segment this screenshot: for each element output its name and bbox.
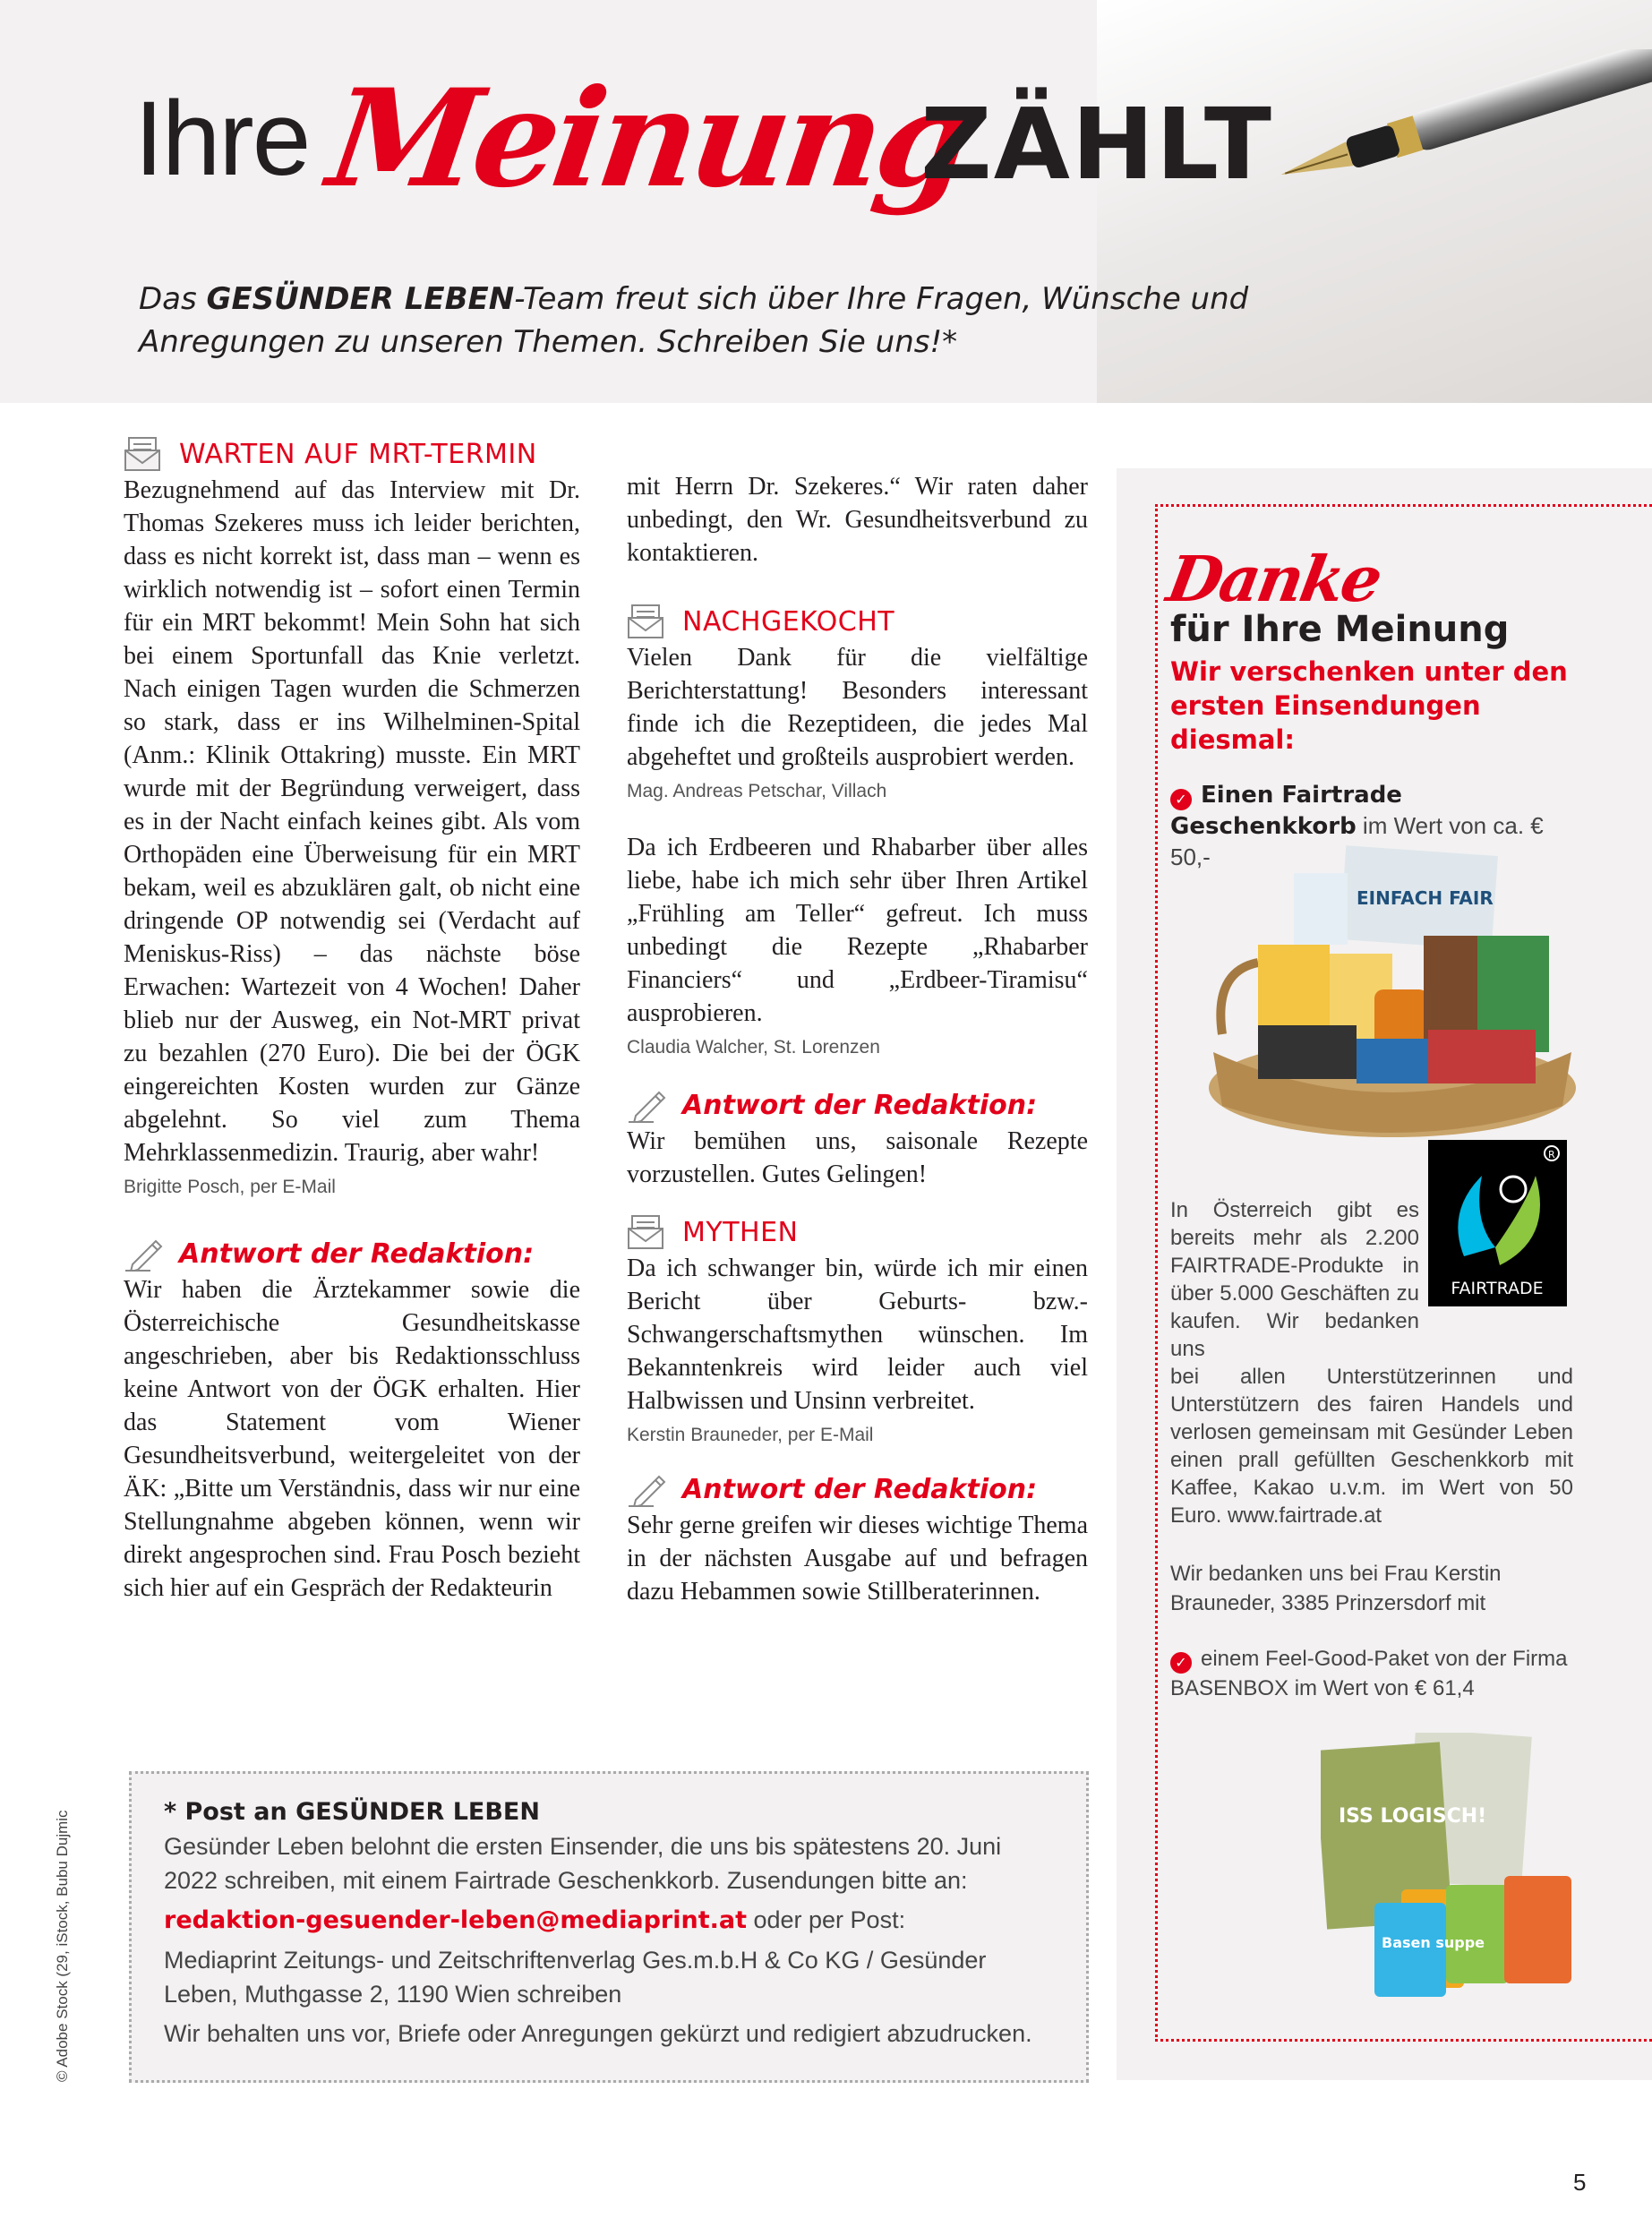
post-note: Wir behalten uns vor, Briefe oder Anregungen gekürzt und redigiert abzudrucken. bbox=[164, 2020, 1032, 2047]
prize-2 bbox=[1170, 1644, 1578, 1703]
answer2-text: Wir bemühen uns, saisonale Rezepte vorzustellen. Gutes Gelingen! bbox=[627, 1127, 1088, 1188]
nachgekocht-signature-2: Claudia Walcher, St. Lorenzen bbox=[627, 1037, 880, 1058]
title-meinung: Meinung bbox=[320, 60, 977, 218]
section-heading-mythen bbox=[627, 1214, 1088, 1250]
fairtrade-logo-text: FAIRTRADE bbox=[1451, 1279, 1544, 1298]
prize-1-name: Einen Fairtrade Geschenkkorb bbox=[1170, 782, 1402, 840]
svg-text:R: R bbox=[1548, 1149, 1555, 1160]
envelope-icon bbox=[627, 1214, 670, 1250]
check-icon: ✓ bbox=[1170, 789, 1192, 810]
fairtrade-text bbox=[1170, 1196, 1573, 1529]
sub-post: -Team freut sich über Ihre Fragen, Wünsche und Anregungen zu unseren Themen. Schreiben Sie uns!* bbox=[139, 281, 1249, 360]
section-heading-answer2 bbox=[627, 1087, 1088, 1123]
section-heading-answer3 bbox=[627, 1471, 1088, 1507]
header-band bbox=[0, 0, 1652, 403]
answer2-heading: Antwort der Redaktion: bbox=[682, 1089, 1038, 1121]
post-address: Mediaprint Zeitungs- und Zeitschriftenverlag Ges.m.b.H & Co KG / Gesünder Leben, Muthgasse 2, 1190 Wien schreiben bbox=[164, 1947, 987, 2008]
post-contact bbox=[164, 1903, 1059, 1938]
email-link[interactable]: redaktion-gesuender-leben@mediaprint.at bbox=[164, 1906, 747, 1934]
answer3-heading: Antwort der Redaktion: bbox=[682, 1473, 1038, 1505]
page-number: 5 bbox=[1573, 2169, 1587, 2196]
gift-basket-image bbox=[1204, 837, 1580, 1142]
nachgekocht-heading: NACHGEKOCHT bbox=[682, 605, 895, 638]
intro-subline bbox=[139, 278, 1258, 364]
pen-icon bbox=[627, 1471, 670, 1507]
section-heading-nachgekocht bbox=[627, 604, 1088, 639]
soup-label: Basen suppe bbox=[1382, 1934, 1485, 1951]
nachgekocht-text-2: Da ich Erdbeeren und Rhabarber über alles liebe, habe ich mich sehr über Ihren Artikel „Frühling am Teller“ gefreut. Ich muss unbedingt die Rezepte „Rhabarber Financiers“ und „Erdbeer-Tiramisu“ ausprobieren. bbox=[627, 834, 1088, 1027]
answer1-text: Wir haben die Ärztekammer sowie die Österreichische Gesundheitskasse angeschrieben, aber bis Redaktionsschluss keine Antwort von der ÖGK erhalten. Hier das Statement vom Wiener Gesundheitsverbund, weitergeleitet von der ÄK: „Bitte um Verständnis, dass wir nur eine Stellungnahme abgeben können, wenn wir direkt angesprochen sind. Frau Posch bezieht sich hier auf ein Gespräch der Redakteurin bbox=[124, 1276, 580, 1602]
danke-heading: Danke bbox=[1161, 542, 1386, 616]
nachgekocht-text-1: Vielen Dank für die vielfältige Berichterstattung! Besonders interessant finde ich die Rezeptideen, die jedes Mal abgeheftet und großteils ausprobiert werden. bbox=[627, 644, 1088, 771]
answer1-text-continued: mit Herrn Dr. Szekeres.“ Wir raten daher unbedingt, den Wr. Gesundheitsverbund zu kontaktieren. bbox=[627, 473, 1088, 567]
pen-icon bbox=[627, 1087, 670, 1123]
post-info-box bbox=[129, 1771, 1089, 2083]
envelope-icon bbox=[627, 604, 670, 639]
giveaway-text: Wir verschenken unter den ersten Einsendungen diesmal: bbox=[1170, 656, 1568, 755]
pen-icon bbox=[124, 1236, 167, 1272]
mythen-signature: Kerstin Brauneder, per E-Mail bbox=[627, 1425, 874, 1445]
basket-text: EINFACH FAIR bbox=[1357, 887, 1494, 909]
book-title: ISS LOGISCH! bbox=[1339, 1805, 1487, 1828]
envelope-icon bbox=[124, 436, 167, 472]
basenbox-products-image bbox=[1321, 1733, 1589, 2001]
post-text: Gesünder Leben belohnt die ersten Einsender, die uns bis spätestens 20. Juni 2022 schreiben, mit einem Fairtrade Geschenkkorb. Zusendungen bitte an: bbox=[164, 1833, 1002, 1894]
prize-1-value: im Wert von ca. € 50,- bbox=[1170, 812, 1544, 870]
post-title: * Post an GESÜNDER LEBEN bbox=[164, 1798, 540, 1826]
section-heading-mrt bbox=[124, 436, 580, 472]
title-zaehlt: ZÄHLT bbox=[920, 87, 1273, 201]
prize-2-text: einem Feel-Good-Paket von der Firma BASENBOX im Wert von € 61,4 bbox=[1170, 1647, 1568, 1700]
winner-thanks: Wir bedanken uns bei Frau Kerstin Brauneder, 3385 Prinzersdorf mit bbox=[1170, 1562, 1502, 1615]
fairtrade-text-wide: bei allen Unterstützerinnen und Unterstützern des fairen Handels und verlosen gemeinsam mit Gesünder Leben einen prall gefüllten Geschenkkorb mit Kaffee, Kakao u.v.m. im Wert von 50 Euro. www.fairtrade.at bbox=[1170, 1365, 1573, 1528]
column-left bbox=[124, 436, 580, 1605]
column-middle bbox=[627, 470, 1088, 1608]
mrt-letter-text: Bezugnehmend auf das Interview mit Dr. Thomas Szekeres muss ich leider berichten, dass es nicht korrekt ist, dass man – wenn es wirklich notwendig ist – sofort einen Termin für ein MRT bekommt! Mein Sohn hat sich bei einem Sportunfall das Knie verletzt. Nach einigen Tagen wurden die Schmerzen so stark, dass er ins Wilhelminen-Spital (Anm.: Klinik Ottakring) musste. Ein MRT wurde mit der Begründung verweigert, dass es in der Nacht einfach keines gibt. Als vom Orthopäden eine Überweisung für ein MRT bekam, weil es abzuklären galt, ob nicht eine dringende OP notwendig sei (Verdacht auf Meniskus-Riss) – das nächste böse Erwachen: Wartezeit von 4 Wochen! Daher blieb nur der Ausweg, ein Not-MRT privat zu bezahlen (270 Euro). Die bei der ÖGK eingereichten Kosten wurden zur Gänze abgelehnt. So viel zum Thema Mehrklassenmedizin. Traurig, aber wahr! bbox=[124, 476, 580, 1167]
answer1-heading: Antwort der Redaktion: bbox=[179, 1237, 535, 1270]
sub-pre: Das bbox=[139, 281, 207, 317]
mythen-heading: MYTHEN bbox=[682, 1216, 799, 1248]
mrt-heading: WARTEN AUF MRT-TERMIN bbox=[179, 438, 537, 470]
check-icon: ✓ bbox=[1170, 1652, 1192, 1674]
sub-magazine-name: GESÜNDER LEBEN bbox=[206, 281, 515, 317]
email-suffix: oder per Post: bbox=[746, 1906, 906, 1933]
fountain-pen-icon bbox=[1254, 49, 1652, 175]
answer3-text: Sehr gerne greifen wir dieses wichtige Thema in der nächsten Ausgabe auf und befragen dazu Hebammen sowie Stillberaterinnen. bbox=[627, 1511, 1088, 1606]
fairtrade-text-narrow: In Österreich gibt es bereits mehr als 2.200 FAIRTRADE-Produkte in über 5.000 Geschäften zu kaufen. Wir bedanken uns bbox=[1170, 1198, 1419, 1361]
nachgekocht-signature-1: Mag. Andreas Petschar, Villach bbox=[627, 781, 887, 801]
title-ihre: Ihre bbox=[134, 80, 310, 198]
photo-credit: © Adobe Stock (29, iStock, Bubu Dujmic bbox=[54, 1810, 71, 2082]
section-heading-answer1 bbox=[124, 1236, 580, 1272]
for-opinion-heading: für Ihre Meinung bbox=[1170, 609, 1510, 650]
mrt-signature: Brigitte Posch, per E-Mail bbox=[124, 1177, 336, 1197]
mythen-text: Da ich schwanger bin, würde ich mir einen Bericht über Geburts- bzw.-Schwangerschaftsmythen wünschen. Im Bekanntenkreis wird leider auch viel Halbwissen und Unsinn verbreitet. bbox=[627, 1255, 1088, 1415]
